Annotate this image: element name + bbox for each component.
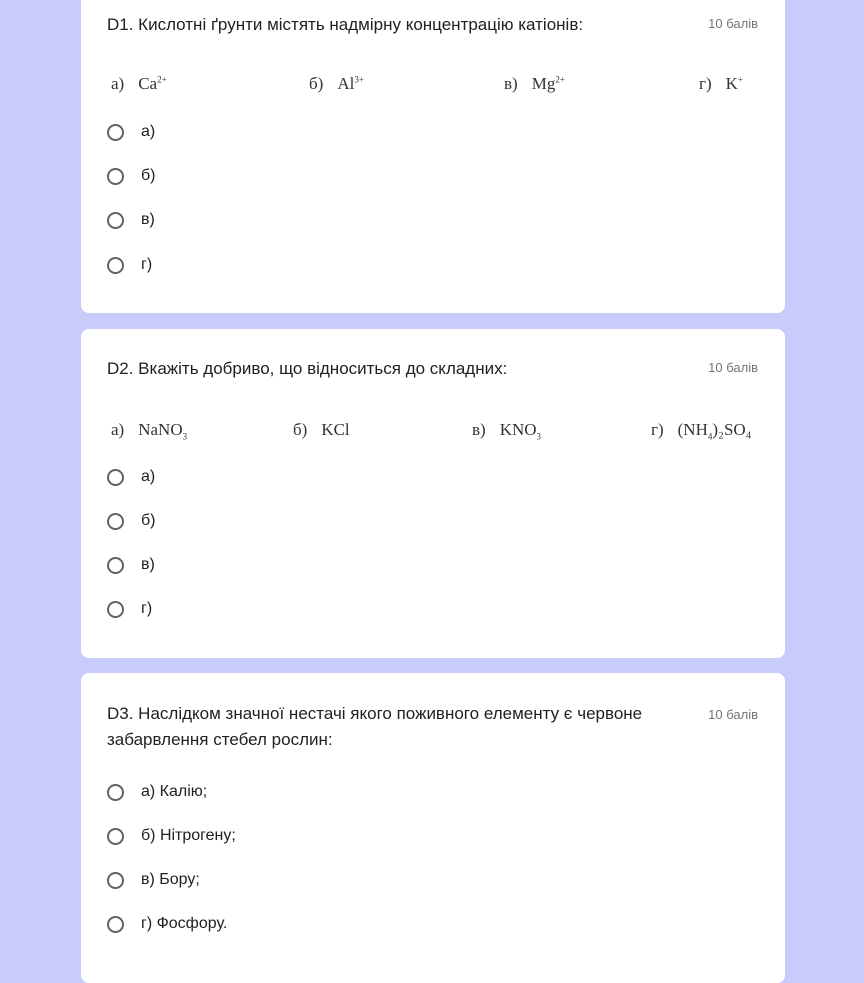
question-title: D2. Вкажіть добриво, що відноситься до складних: [107, 359, 508, 378]
radio-circle-icon[interactable] [107, 828, 124, 845]
radio-circle-icon[interactable] [107, 872, 124, 889]
points-label: 10 балів [708, 707, 758, 722]
radio-option[interactable]: б) [107, 509, 156, 533]
radio-circle-icon[interactable] [107, 601, 124, 618]
radio-option[interactable]: в) [107, 553, 155, 577]
radio-option[interactable]: а) [107, 465, 155, 489]
question-card-d2 [81, 329, 785, 658]
radio-option[interactable]: г) [107, 253, 152, 277]
question-title: D1. Кислотні ґрунти містять надмірну концентрацію катіонів: [107, 15, 584, 34]
formula-a: а) $Ca^{2+}$ [111, 74, 167, 93]
radio-circle-icon[interactable] [107, 168, 124, 185]
radio-option[interactable]: г) [107, 597, 152, 621]
formula-c: в) $KNO_3$ [472, 420, 542, 442]
radio-option[interactable]: в) Бору; [107, 868, 200, 892]
formula-image [111, 74, 751, 98]
radio-circle-icon[interactable] [107, 257, 124, 274]
radio-option[interactable]: а) [107, 120, 155, 144]
formula-d: г) $(NH_4)_2SO_4$ [651, 420, 752, 442]
formula-a: а) NaNO$_3$ [111, 420, 188, 442]
radio-circle-icon[interactable] [107, 124, 124, 141]
formula-c: в) $Mg^{2+}$ [504, 74, 565, 93]
radio-circle-icon[interactable] [107, 212, 124, 229]
formula-image [111, 420, 751, 444]
formula-d: г) K+ [699, 74, 743, 93]
radio-option[interactable]: б) Нітрогену; [107, 824, 236, 848]
radio-option[interactable]: г) Фосфору. [107, 912, 227, 936]
formula-b: б) KCl [293, 420, 350, 439]
question-title: D3. Наслідком значної нестачі якого поживного елементу є червоне забарвлення стебел рослин: [107, 704, 643, 749]
points-label: 10 балів [708, 16, 758, 31]
radio-option[interactable]: б) [107, 164, 156, 188]
radio-option[interactable]: в) [107, 208, 155, 232]
points-label: 10 балів [708, 360, 758, 375]
radio-circle-icon[interactable] [107, 469, 124, 486]
question-card-d3 [81, 673, 785, 983]
radio-option[interactable]: а) Калію; [107, 780, 207, 804]
radio-circle-icon[interactable] [107, 784, 124, 801]
radio-circle-icon[interactable] [107, 513, 124, 530]
radio-circle-icon[interactable] [107, 557, 124, 574]
formula-b: б) $Al^{3+}$ [309, 74, 364, 93]
radio-circle-icon[interactable] [107, 916, 124, 933]
question-card-d1 [81, 0, 785, 313]
